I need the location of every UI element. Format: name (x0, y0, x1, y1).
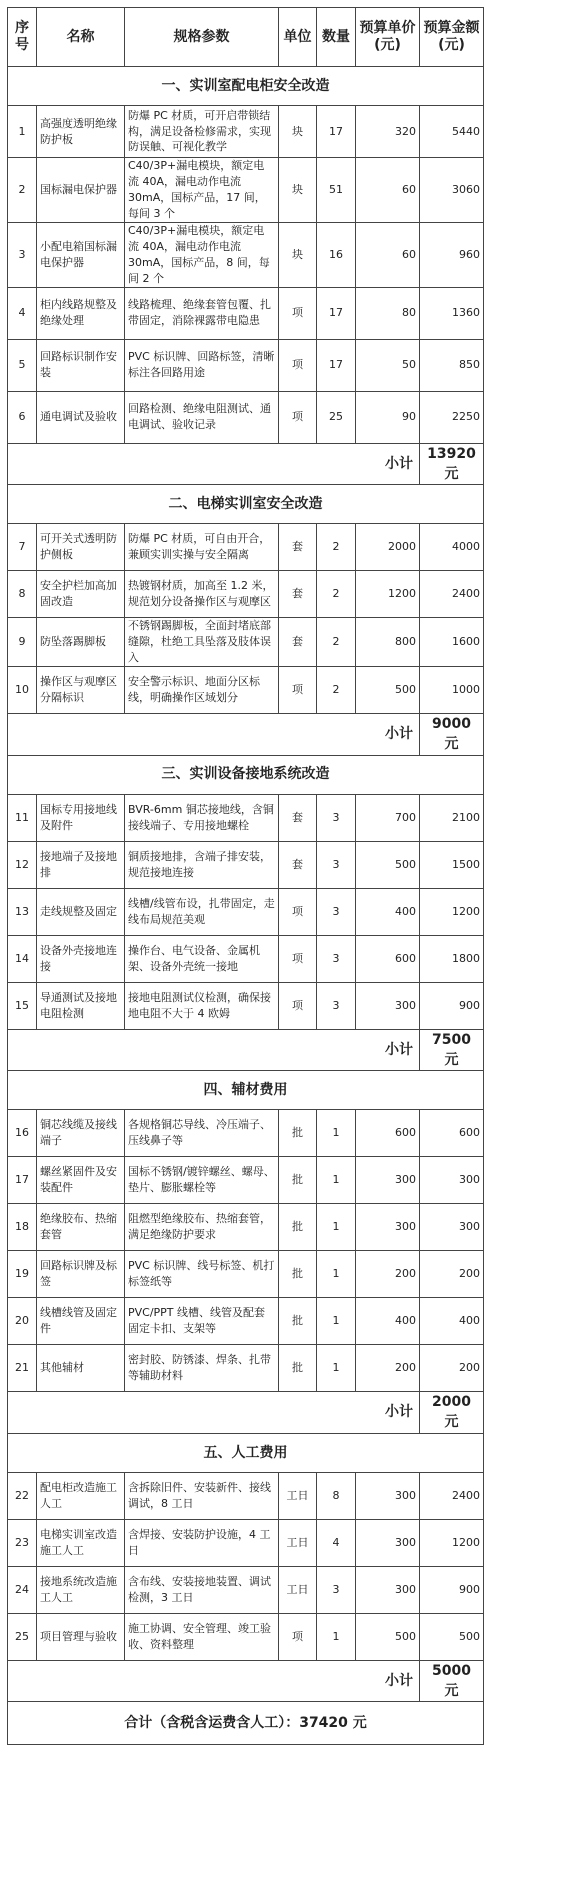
item-qty: 1 (317, 1298, 356, 1345)
subtotal-value: 13920 元 (420, 443, 484, 485)
item-unit: 套 (279, 571, 317, 618)
item-name: 国标漏电保护器 (37, 158, 125, 223)
subtotal-label: 小计 (8, 443, 420, 485)
item-amount: 300 (420, 1204, 484, 1251)
item-unit-price: 500 (356, 841, 420, 888)
item-name: 配电柜改造施工人工 (37, 1472, 125, 1519)
table-body (8, 67, 484, 1702)
item-index: 23 (8, 1519, 37, 1566)
item-unit: 批 (279, 1345, 317, 1392)
item-unit-price: 300 (356, 1566, 420, 1613)
item-name: 回路标识牌及标签 (37, 1251, 125, 1298)
item-spec: 防爆 PC 材质，可开启带锁结构，满足设备检修需求，实现防误触、可视化教学 (125, 106, 279, 158)
item-name: 高强度透明绝缘防护板 (37, 106, 125, 158)
item-amount: 2100 (420, 794, 484, 841)
item-unit-price: 300 (356, 1204, 420, 1251)
table-row (8, 1519, 484, 1566)
item-spec: 阻燃型绝缘胶布、热缩套管，满足绝缘防护要求 (125, 1204, 279, 1251)
item-amount: 1200 (420, 888, 484, 935)
item-unit: 块 (279, 106, 317, 158)
item-spec: C40/3P+漏电模块，额定电流 40A，漏电动作电流 30mA，国标产品，17 间，每间 3 个 (125, 158, 279, 223)
item-name: 国标专用接地线及附件 (37, 794, 125, 841)
table-row (8, 391, 484, 443)
item-name: 螺丝紧固件及安装配件 (37, 1157, 125, 1204)
item-qty: 2 (317, 524, 356, 571)
table-row (8, 1204, 484, 1251)
item-qty: 17 (317, 106, 356, 158)
item-unit: 项 (279, 888, 317, 935)
item-spec: 线路梳理、绝缘套管包覆、扎带固定，消除裸露带电隐患 (125, 287, 279, 339)
item-unit-price: 400 (356, 888, 420, 935)
table-row (8, 571, 484, 618)
item-name: 接地端子及接地排 (37, 841, 125, 888)
section-header (8, 485, 484, 524)
header-spec: 规格参数 (125, 8, 279, 67)
item-unit: 套 (279, 524, 317, 571)
table-row (8, 1613, 484, 1660)
item-amount: 850 (420, 339, 484, 391)
item-unit: 项 (279, 935, 317, 982)
table-header-row (8, 8, 484, 67)
item-unit-price: 200 (356, 1345, 420, 1392)
item-name: 项目管理与验收 (37, 1613, 125, 1660)
item-index: 1 (8, 106, 37, 158)
item-name: 线槽线管及固定件 (37, 1298, 125, 1345)
item-amount: 1000 (420, 666, 484, 713)
item-name: 设备外壳接地连接 (37, 935, 125, 982)
item-qty: 17 (317, 339, 356, 391)
header-index: 序号 (8, 8, 37, 67)
section-title: 五、人工费用 (8, 1433, 484, 1472)
item-spec: 国标不锈钢/镀锌螺丝、螺母、垫片、膨胀螺栓等 (125, 1157, 279, 1204)
item-spec: C40/3P+漏电模块，额定电流 40A，漏电动作电流 30mA，国标产品，8 间，每间 2 个 (125, 222, 279, 287)
item-name: 回路标识制作安装 (37, 339, 125, 391)
item-unit-price: 300 (356, 1157, 420, 1204)
item-index: 21 (8, 1345, 37, 1392)
item-unit-price: 80 (356, 287, 420, 339)
section-header (8, 67, 484, 106)
item-spec: PVC 标识牌、线号标签、机打标签纸等 (125, 1251, 279, 1298)
item-qty: 3 (317, 982, 356, 1029)
item-spec: 不锈钢踢脚板，全面封堵底部缝隙，杜绝工具坠落及肢体误入 (125, 618, 279, 667)
section-title: 一、实训室配电柜安全改造 (8, 67, 484, 106)
item-index: 11 (8, 794, 37, 841)
item-qty: 2 (317, 571, 356, 618)
item-unit-price: 2000 (356, 524, 420, 571)
item-qty: 25 (317, 391, 356, 443)
subtotal-label: 小计 (8, 1392, 420, 1434)
item-amount: 300 (420, 1157, 484, 1204)
item-unit-price: 1200 (356, 571, 420, 618)
table-row (8, 618, 484, 667)
item-amount: 500 (420, 1613, 484, 1660)
item-spec: 铜质接地排，含端子排安装，规范接地连接 (125, 841, 279, 888)
item-spec: PVC 标识牌、回路标签，清晰标注各回路用途 (125, 339, 279, 391)
grand-total: 合计（含税含运费含人工）：37420 元 (8, 1702, 484, 1745)
item-index: 8 (8, 571, 37, 618)
item-spec: 回路检测、绝缘电阻测试、通电调试、验收记录 (125, 391, 279, 443)
item-index: 16 (8, 1110, 37, 1157)
table-row (8, 1110, 484, 1157)
item-spec: 含焊接、安装防护设施，4 工日 (125, 1519, 279, 1566)
item-qty: 3 (317, 794, 356, 841)
item-index: 10 (8, 666, 37, 713)
item-amount: 1500 (420, 841, 484, 888)
item-name: 走线规整及固定 (37, 888, 125, 935)
item-unit: 项 (279, 339, 317, 391)
item-name: 通电调试及验收 (37, 391, 125, 443)
item-index: 25 (8, 1613, 37, 1660)
item-index: 6 (8, 391, 37, 443)
item-qty: 17 (317, 287, 356, 339)
item-spec: BVR-6mm 铜芯接地线，含铜接线端子、专用接地螺栓 (125, 794, 279, 841)
item-index: 4 (8, 287, 37, 339)
item-qty: 8 (317, 1472, 356, 1519)
subtotal-row (8, 713, 484, 755)
table-row (8, 888, 484, 935)
item-unit: 工日 (279, 1566, 317, 1613)
item-unit: 项 (279, 982, 317, 1029)
item-spec: 热镀钢材质，加高至 1.2 米，规范划分设备操作区与观摩区 (125, 571, 279, 618)
item-index: 22 (8, 1472, 37, 1519)
item-qty: 1 (317, 1204, 356, 1251)
item-spec: 含拆除旧件、安装新件、接线调试，8 工日 (125, 1472, 279, 1519)
item-index: 18 (8, 1204, 37, 1251)
item-unit-price: 60 (356, 222, 420, 287)
table-row (8, 794, 484, 841)
item-unit: 批 (279, 1157, 317, 1204)
item-amount: 1600 (420, 618, 484, 667)
item-index: 17 (8, 1157, 37, 1204)
item-qty: 1 (317, 1345, 356, 1392)
subtotal-label: 小计 (8, 1660, 420, 1702)
subtotal-row (8, 1029, 484, 1071)
item-unit: 批 (279, 1298, 317, 1345)
item-unit: 套 (279, 794, 317, 841)
section-title: 三、实训设备接地系统改造 (8, 755, 484, 794)
item-spec: 安全警示标识、地面分区标线，明确操作区域划分 (125, 666, 279, 713)
item-qty: 2 (317, 618, 356, 667)
item-amount: 1200 (420, 1519, 484, 1566)
item-spec: 密封胶、防锈漆、焊条、扎带等辅助材料 (125, 1345, 279, 1392)
item-index: 19 (8, 1251, 37, 1298)
table-row (8, 1298, 484, 1345)
table-row (8, 1345, 484, 1392)
item-name: 铜芯线缆及接线端子 (37, 1110, 125, 1157)
table-row (8, 106, 484, 158)
item-unit-price: 300 (356, 982, 420, 1029)
item-amount: 2400 (420, 571, 484, 618)
item-amount: 400 (420, 1298, 484, 1345)
table-row (8, 666, 484, 713)
table-row (8, 158, 484, 223)
item-index: 20 (8, 1298, 37, 1345)
item-index: 12 (8, 841, 37, 888)
item-qty: 51 (317, 158, 356, 223)
item-unit-price: 700 (356, 794, 420, 841)
section-title: 四、辅材费用 (8, 1071, 484, 1110)
item-amount: 900 (420, 982, 484, 1029)
item-amount: 600 (420, 1110, 484, 1157)
item-spec: 线槽/线管布设，扎带固定，走线布局规范美观 (125, 888, 279, 935)
item-amount: 5440 (420, 106, 484, 158)
table-row (8, 1251, 484, 1298)
item-unit-price: 500 (356, 666, 420, 713)
item-index: 24 (8, 1566, 37, 1613)
item-spec: 含布线、安装接地装置、调试检测，3 工日 (125, 1566, 279, 1613)
item-index: 5 (8, 339, 37, 391)
item-amount: 2250 (420, 391, 484, 443)
item-qty: 3 (317, 935, 356, 982)
item-qty: 16 (317, 222, 356, 287)
subtotal-value: 7500 元 (420, 1029, 484, 1071)
item-name: 小配电箱国标漏电保护器 (37, 222, 125, 287)
item-qty: 3 (317, 841, 356, 888)
table-row (8, 222, 484, 287)
item-unit: 项 (279, 1613, 317, 1660)
section-header (8, 1071, 484, 1110)
item-name: 绝缘胶布、热缩套管 (37, 1204, 125, 1251)
item-qty: 1 (317, 1251, 356, 1298)
item-amount: 960 (420, 222, 484, 287)
item-spec: PVC/PPT 线槽、线管及配套固定卡扣、支架等 (125, 1298, 279, 1345)
item-amount: 900 (420, 1566, 484, 1613)
item-unit-price: 600 (356, 1110, 420, 1157)
subtotal-row (8, 1660, 484, 1702)
item-amount: 2400 (420, 1472, 484, 1519)
header-unit-price: 预算单价(元) (356, 8, 420, 67)
item-unit-price: 50 (356, 339, 420, 391)
table-row (8, 841, 484, 888)
item-spec: 施工协调、安全管理、竣工验收、资料整理 (125, 1613, 279, 1660)
item-qty: 4 (317, 1519, 356, 1566)
table-row (8, 524, 484, 571)
item-qty: 3 (317, 1566, 356, 1613)
section-title: 二、电梯实训室安全改造 (8, 485, 484, 524)
item-index: 15 (8, 982, 37, 1029)
item-qty: 1 (317, 1110, 356, 1157)
item-unit: 批 (279, 1204, 317, 1251)
item-qty: 1 (317, 1613, 356, 1660)
item-amount: 3060 (420, 158, 484, 223)
item-index: 13 (8, 888, 37, 935)
item-unit: 项 (279, 666, 317, 713)
item-name: 安全护栏加高加固改造 (37, 571, 125, 618)
item-unit: 块 (279, 158, 317, 223)
item-unit: 块 (279, 222, 317, 287)
item-unit-price: 600 (356, 935, 420, 982)
item-name: 接地系统改造施工人工 (37, 1566, 125, 1613)
item-unit-price: 400 (356, 1298, 420, 1345)
grand-total-row (8, 1702, 484, 1745)
table-row (8, 287, 484, 339)
item-amount: 4000 (420, 524, 484, 571)
table-row (8, 982, 484, 1029)
table-row (8, 1566, 484, 1613)
subtotal-value: 5000 元 (420, 1660, 484, 1702)
item-name: 防坠落踢脚板 (37, 618, 125, 667)
table-row (8, 339, 484, 391)
item-unit-price: 60 (356, 158, 420, 223)
item-unit-price: 500 (356, 1613, 420, 1660)
item-unit-price: 800 (356, 618, 420, 667)
budget-table (7, 7, 484, 1745)
item-name: 电梯实训室改造施工人工 (37, 1519, 125, 1566)
item-index: 14 (8, 935, 37, 982)
item-unit: 套 (279, 841, 317, 888)
table-row (8, 1157, 484, 1204)
item-amount: 1360 (420, 287, 484, 339)
subtotal-value: 2000 元 (420, 1392, 484, 1434)
item-amount: 1800 (420, 935, 484, 982)
item-qty: 1 (317, 1157, 356, 1204)
item-unit-price: 320 (356, 106, 420, 158)
item-spec: 接地电阻测试仪检测，确保接地电阻不大于 4 欧姆 (125, 982, 279, 1029)
item-unit-price: 300 (356, 1519, 420, 1566)
item-unit: 项 (279, 391, 317, 443)
item-amount: 200 (420, 1251, 484, 1298)
item-unit: 批 (279, 1251, 317, 1298)
item-name: 导通测试及接地电阻检测 (37, 982, 125, 1029)
header-amount: 预算金额(元) (420, 8, 484, 67)
item-name: 其他辅材 (37, 1345, 125, 1392)
item-unit-price: 300 (356, 1472, 420, 1519)
item-amount: 200 (420, 1345, 484, 1392)
item-unit: 套 (279, 618, 317, 667)
item-spec: 各规格铜芯导线、冷压端子、压线鼻子等 (125, 1110, 279, 1157)
subtotal-label: 小计 (8, 713, 420, 755)
subtotal-row (8, 1392, 484, 1434)
header-unit: 单位 (279, 8, 317, 67)
table-row (8, 1472, 484, 1519)
item-index: 3 (8, 222, 37, 287)
item-qty: 2 (317, 666, 356, 713)
item-name: 柜内线路规整及绝缘处理 (37, 287, 125, 339)
section-header (8, 755, 484, 794)
subtotal-label: 小计 (8, 1029, 420, 1071)
item-unit: 工日 (279, 1519, 317, 1566)
item-name: 可开关式透明防护侧板 (37, 524, 125, 571)
subtotal-row (8, 443, 484, 485)
section-header (8, 1433, 484, 1472)
subtotal-value: 9000 元 (420, 713, 484, 755)
item-unit: 项 (279, 287, 317, 339)
header-name: 名称 (37, 8, 125, 67)
item-spec: 操作台、电气设备、金属机架、设备外壳统一接地 (125, 935, 279, 982)
header-qty: 数量 (317, 8, 356, 67)
item-index: 2 (8, 158, 37, 223)
item-unit: 工日 (279, 1472, 317, 1519)
item-unit-price: 200 (356, 1251, 420, 1298)
item-index: 7 (8, 524, 37, 571)
item-qty: 3 (317, 888, 356, 935)
item-index: 9 (8, 618, 37, 667)
item-unit: 批 (279, 1110, 317, 1157)
item-unit-price: 90 (356, 391, 420, 443)
table-row (8, 935, 484, 982)
item-spec: 防爆 PC 材质，可自由开合，兼顾实训实操与安全隔离 (125, 524, 279, 571)
item-name: 操作区与观摩区分隔标识 (37, 666, 125, 713)
